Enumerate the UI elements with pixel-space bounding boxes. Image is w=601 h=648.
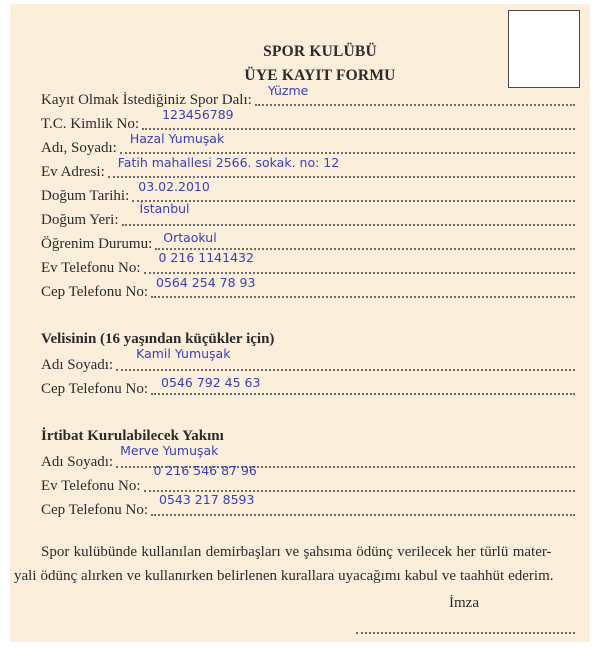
field-guardian-name[interactable] xyxy=(41,346,575,374)
field-contact-mobile[interactable] xyxy=(41,492,575,519)
field-line[interactable] xyxy=(132,179,575,202)
field-value: 0 216 546 87 96 xyxy=(153,463,257,478)
field-education[interactable] xyxy=(41,231,575,253)
declaration-text-line2: yali ödünç alırken ve kullanırken belirlenen kurallara uyacağımı kabul ve taahhüt ederim. xyxy=(14,568,554,584)
field-label: Doğum Tarihi: xyxy=(41,188,130,204)
field-line[interactable] xyxy=(120,131,575,154)
field-label: Adı Soyadı: xyxy=(41,357,114,373)
field-value: 123456789 xyxy=(162,107,234,122)
field-value: 03.02.2010 xyxy=(138,179,210,194)
signature-label: İmza xyxy=(449,595,479,611)
field-contact-name[interactable] xyxy=(41,443,575,471)
field-birth-date[interactable] xyxy=(41,179,575,205)
field-line[interactable] xyxy=(151,492,575,516)
signature-line[interactable] xyxy=(356,630,575,634)
field-value: 0543 217 8593 xyxy=(159,492,255,507)
field-label: Ev Adresi: xyxy=(41,164,105,180)
field-line[interactable] xyxy=(142,107,575,130)
field-label: Öğrenim Durumu: xyxy=(41,236,153,252)
field-label: Cep Telefonu No: xyxy=(41,502,148,518)
field-line[interactable] xyxy=(151,375,575,395)
field-label: Kayıt Olmak İstediğiniz Spor Dalı: xyxy=(41,92,252,108)
field-tc-id[interactable] xyxy=(41,107,575,133)
form-title-club: SPOR KULÜBÜ xyxy=(263,43,377,60)
contact-heading: İrtibat Kurulabilecek Yakını xyxy=(41,428,224,444)
field-label: Adı, Soyadı: xyxy=(41,140,117,156)
field-line[interactable] xyxy=(108,155,575,178)
field-value: 0 216 1141432 xyxy=(158,250,254,265)
field-line[interactable] xyxy=(122,201,575,226)
field-label: Doğum Yeri: xyxy=(41,212,119,228)
field-contact-home-phone[interactable] xyxy=(41,463,575,495)
field-home-phone[interactable] xyxy=(41,250,575,277)
field-home-address[interactable] xyxy=(41,155,575,181)
field-line[interactable] xyxy=(255,83,575,106)
field-value: 0546 792 45 63 xyxy=(161,375,261,390)
field-mobile-phone[interactable] xyxy=(41,275,575,301)
field-value: 0564 254 78 93 xyxy=(156,275,256,290)
field-label: Ev Telefonu No: xyxy=(41,478,141,494)
field-sport-branch[interactable] xyxy=(41,83,575,109)
field-value: Merve Yumuşak xyxy=(120,443,219,458)
declaration-text-line1: Spor kulübünde kullanılan demirbaşları ve şahsıma ödünç verilecek her türlü mater- xyxy=(41,544,552,560)
field-birth-place[interactable] xyxy=(41,201,575,229)
field-label: T.C. Kimlik No: xyxy=(41,116,140,132)
field-value: Ortaokul xyxy=(163,230,217,245)
field-line[interactable] xyxy=(144,250,576,274)
form-title-registration: ÜYE KAYIT FORMU xyxy=(244,67,396,84)
field-guardian-mobile[interactable] xyxy=(41,376,575,398)
field-line[interactable] xyxy=(116,346,575,371)
field-label: Ev Telefonu No: xyxy=(41,260,141,276)
field-label: Cep Telefonu No: xyxy=(41,381,148,397)
field-value: İstanbul xyxy=(139,201,190,216)
field-value: Fatih mahallesi 2566. sokak. no: 12 xyxy=(117,155,340,170)
field-line[interactable] xyxy=(155,230,575,250)
field-value: Hazal Yumuşak xyxy=(129,131,225,146)
field-value: Yüzme xyxy=(267,83,309,98)
guardian-heading: Velisinin (16 yaşından küçükler için) xyxy=(41,331,275,347)
field-label: Adı Soyadı: xyxy=(41,454,114,470)
field-line[interactable] xyxy=(151,275,575,298)
field-line[interactable] xyxy=(144,463,576,492)
field-value: Kamil Yumuşak xyxy=(136,346,231,361)
field-label: Cep Telefonu No: xyxy=(41,284,148,300)
